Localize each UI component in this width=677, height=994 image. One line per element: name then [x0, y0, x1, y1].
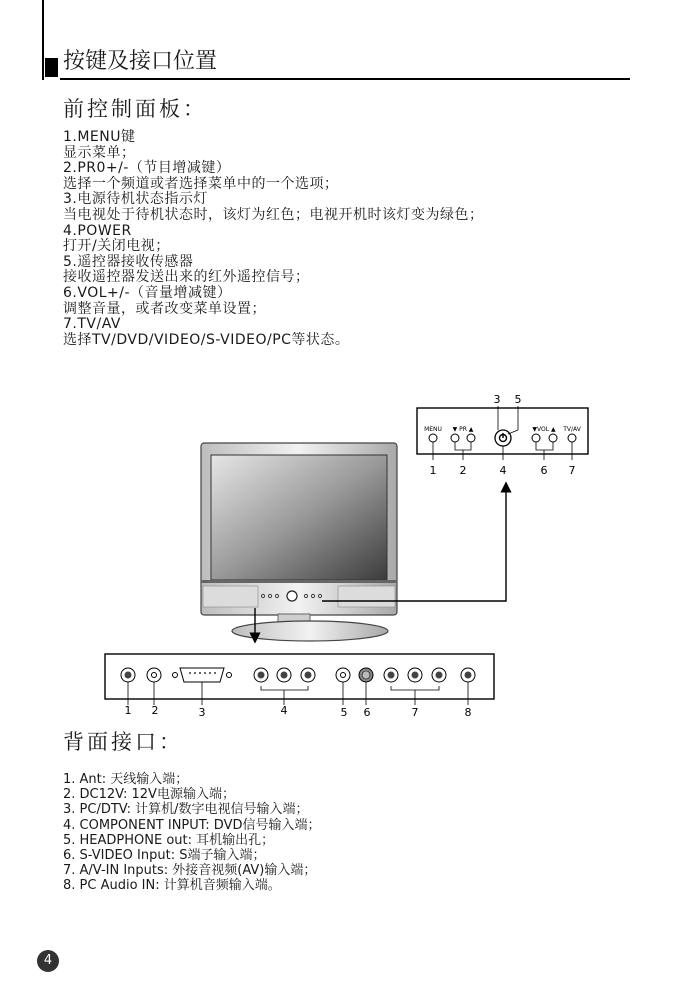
- list-item: 3.电源待机状态指示灯: [63, 191, 208, 208]
- list-item: 2. DC12V: 12V电源输入端；: [63, 787, 235, 803]
- section-marker: [45, 58, 58, 77]
- list-item: 2.PR0+/-（节目增减键）: [63, 160, 231, 177]
- list-item: 6.VOL+/-（音量增减键）: [63, 284, 232, 301]
- list-item: 6. S-VIDEO Input: S端子输入端；: [63, 848, 266, 864]
- front-panel-heading: 前控制面板：: [63, 97, 207, 121]
- list-item: 4. COMPONENT INPUT: DVD信号输入端；: [63, 817, 321, 833]
- tvav-button[interactable]: [568, 434, 576, 442]
- menu-label: MENU: [424, 426, 442, 433]
- list-item: 7.TV/AV: [63, 316, 121, 333]
- callout-number: 7: [568, 464, 576, 477]
- callout-number: 5: [514, 393, 522, 406]
- front-panel-list: [63, 130, 484, 348]
- page-number: 4: [37, 950, 59, 972]
- rear-panel-list: [63, 772, 321, 894]
- menu-button[interactable]: [429, 434, 437, 442]
- list-item: 选择TV/DVD/VIDEO/S-VIDEO/PC等状态。: [63, 331, 350, 348]
- vol-down-button[interactable]: [532, 434, 540, 442]
- tv-diagram: [0, 380, 677, 720]
- pr-down-button[interactable]: [451, 434, 459, 442]
- list-item: 当电视处于待机状态时，该灯为红色；电视开机时该灯变为绿色；: [63, 206, 484, 223]
- list-item: 打开/关闭电视；: [63, 238, 170, 255]
- vol-up-button[interactable]: [549, 434, 557, 442]
- callout-number: 3: [493, 393, 501, 406]
- callout-number: 6: [540, 464, 548, 477]
- list-item: 选择一个频道或者选择菜单中的一个选项；: [63, 175, 339, 192]
- callout-number: 6: [363, 706, 371, 719]
- callout-number: 4: [499, 464, 507, 477]
- list-item: 5. HEADPHONE out: 耳机输出孔；: [63, 832, 275, 848]
- list-item: 调整音量，或者改变菜单设置；: [63, 300, 266, 317]
- callout-number: 1: [124, 704, 132, 717]
- callout-number: 2: [151, 704, 159, 717]
- callout-number: 8: [464, 706, 472, 719]
- tvav-label: TV/AV: [563, 426, 581, 433]
- list-item: 1.MENU键: [63, 129, 136, 145]
- list-item: 接收遥控器发送出来的红外遥控信号；: [63, 269, 310, 286]
- list-item: 7. A/V-IN Inputs: 外接音视频(AV)输入端；: [63, 863, 317, 879]
- callout-number: 3: [198, 706, 206, 719]
- list-item: 8. PC Audio IN: 计算机音频输入端。: [63, 878, 281, 894]
- pr-up-button[interactable]: [467, 434, 475, 442]
- rear-panel: [105, 654, 494, 705]
- title-underline: [60, 78, 630, 80]
- rear-panel-heading: 背面接口：: [63, 730, 183, 754]
- pr-label: ▼ PR ▲: [452, 426, 474, 433]
- front-control-panel: [417, 393, 588, 477]
- vol-label: ▼VOL ▲: [532, 426, 556, 433]
- list-item: 显示菜单；: [63, 144, 136, 161]
- callout-number: 1: [429, 464, 437, 477]
- margin-bar: [42, 0, 44, 80]
- list-item: 4.POWER: [63, 222, 132, 239]
- list-item: 1. Ant: 天线输入端；: [63, 772, 189, 787]
- callout-number: 7: [411, 706, 419, 719]
- tv-front-illustration: [201, 443, 397, 641]
- list-item: 3. PC/DTV: 计算机/数字电视信号输入端；: [63, 802, 309, 818]
- list-item: 5.遥控器接收传感器: [63, 253, 194, 270]
- section-title: 按键及接口位置: [63, 49, 218, 74]
- callout-number: 2: [459, 464, 467, 477]
- callout-number: 4: [280, 704, 288, 717]
- callout-number: 5: [340, 706, 348, 719]
